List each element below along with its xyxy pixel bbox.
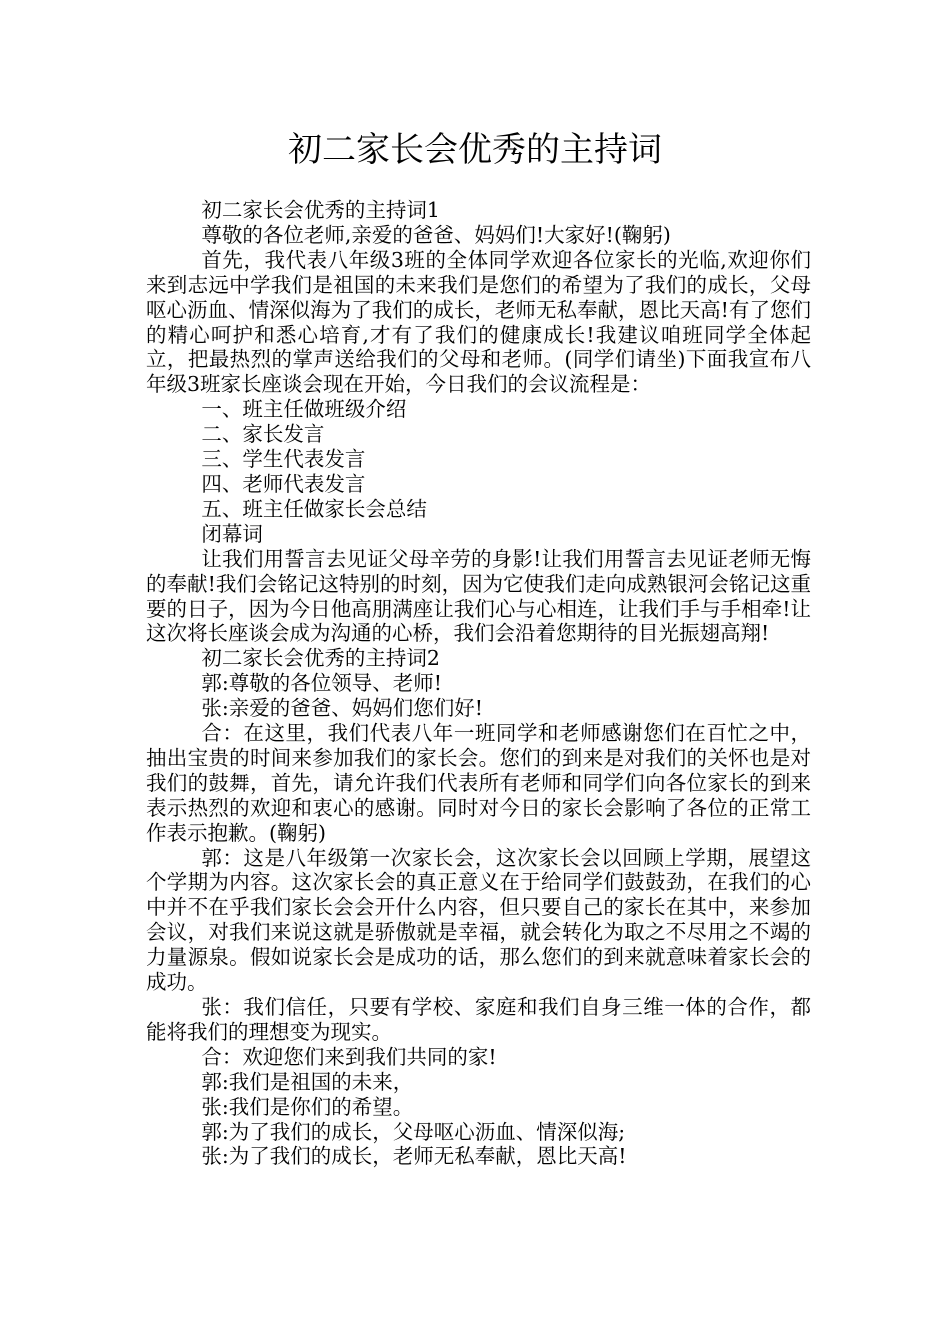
paragraph: 合：欢迎您们来到我们共同的家! — [201, 1044, 497, 1069]
paragraph: 张:亲爱的爸爸、妈妈们您们好! — [201, 696, 483, 721]
paragraph: 张:为了我们的成长，老师无私奉献，恩比天高! — [201, 1144, 627, 1169]
paragraph: 合：在这里，我们代表八年一班同学和老师感谢您们在百忙之中，抽出宝贵的时间来参加我们的家长会。您们的到来是对我们的关怀也是对我们的鼓舞，首先，请允许我们代表所有老师和同学们向各位家长的到来表示热烈的欢迎和衷心的感谢。同时对今日的家长会影响了各位的正常工作表示抱歉。(鞠躬) — [146, 721, 811, 845]
paragraph: 五、班主任做家长会总结 — [201, 496, 427, 521]
paragraph: 四、老师代表发言 — [201, 471, 366, 496]
paragraph: 三、学生代表发言 — [201, 447, 366, 472]
paragraph: 首先，我代表八年级3班的全体同学欢迎各位家长的光临,欢迎你们来到志远中学我们是祖国的未来我们是您们的希望为了我们的成长，父母呕心沥血、情深似海为了我们的成长，老师无私奉献，恩比天高!有了您们的精心呵护和悉心培育,才有了我们的健康成长!我建议咱班同学全体起立，把最热烈的掌声送给我们的父母和老师。(同学们请坐)下面我宣布八年级3班家长座谈会现在开始，今日我们的会议流程是： — [146, 247, 811, 397]
paragraph: 让我们用誓言去见证父母辛劳的身影!让我们用誓言去见证老师无悔的奉献!我们会铭记这特别的时刻，因为它使我们走向成熟银河会铭记这重要的日子，因为今日他高朋满座让我们心与心相连，让我们手与手相牵!让这次将长座谈会成为沟通的心桥，我们会沿着您期待的目光振翅高翔! — [146, 546, 811, 646]
document-title: 初二家长会优秀的主持词 — [288, 130, 662, 170]
paragraph: 二、家长发言 — [201, 422, 325, 447]
paragraph: 郭:尊敬的各位领导、老师! — [201, 671, 442, 696]
paragraph: 初二家长会优秀的主持词2 — [201, 646, 440, 671]
paragraph: 郭：这是八年级第一次家长会，这次家长会以回顾上学期，展望这个学期为内容。这次家长会的真正意义在于给同学们鼓鼓劲，在我们的心中并不在乎我们家长会会开什么内容，但只要自己的家长在其中，来参加会议，对我们来说这就是骄傲就是幸福，就会转化为取之不尽用之不竭的力量源泉。假如说家长会是成功的话，那么您们的到来就意味着家长会的成功。 — [146, 845, 811, 995]
paragraph: 一、班主任做班级介绍 — [201, 397, 407, 422]
paragraph: 初二家长会优秀的主持词1 — [201, 198, 440, 222]
paragraph: 郭:我们是祖国的未来， — [201, 1069, 414, 1094]
paragraph: 闭幕词 — [201, 521, 263, 546]
paragraph: 张：我们信任，只要有学校、家庭和我们自身三维一体的合作，都能将我们的理想变为现实。 — [146, 995, 811, 1044]
document-body — [146, 198, 811, 1169]
paragraph: 郭:为了我们的成长，父母呕心沥血、情深似海; — [201, 1119, 626, 1144]
paragraph: 尊敬的各位老师,亲爱的爸爸、妈妈们!大家好!(鞠躬) — [201, 222, 671, 247]
paragraph: 张:我们是你们的希望。 — [201, 1094, 414, 1119]
